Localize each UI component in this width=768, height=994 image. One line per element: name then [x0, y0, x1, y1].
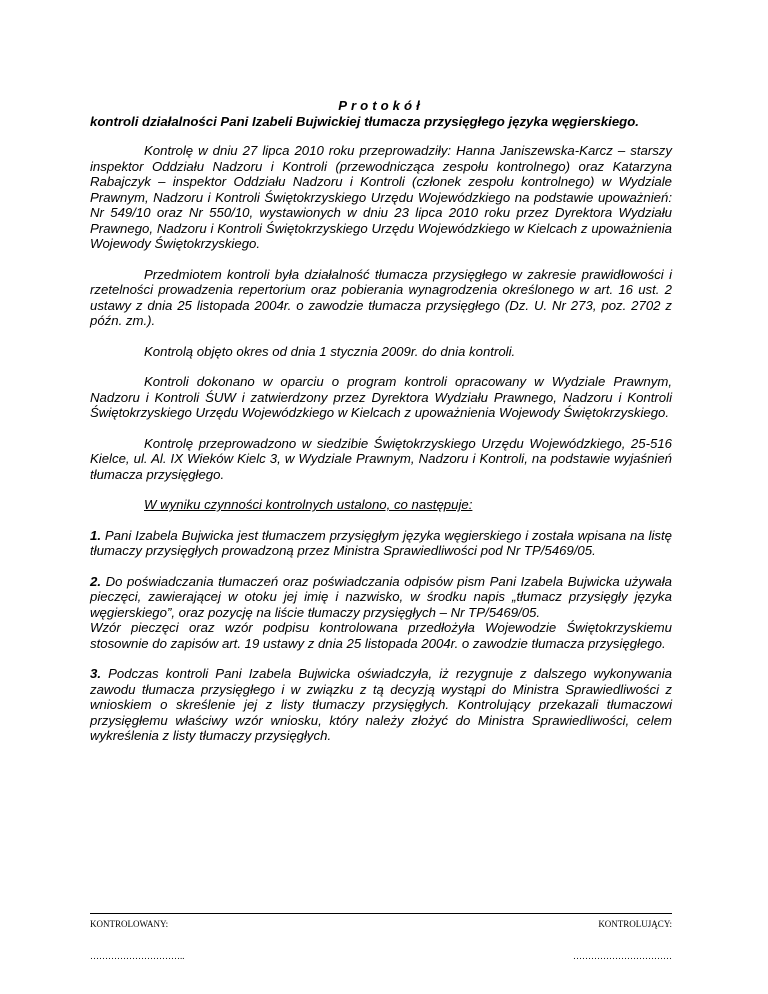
document-title: Protokół — [338, 98, 424, 113]
signature-labels — [90, 919, 672, 929]
paragraph-location: Kontrolę przeprowadzono w siedzibie Świętokrzyskiego Urzędu Wojewódzkiego, 25-516 Kielce, ul. Al. IX Wieków Kielc 3, w Wydziale Prawnym, Nadzoru i Kontroli, na podstawie wyjaśnień tłumacza przysięgłego. — [90, 435, 672, 482]
finding-1 — [90, 528, 672, 559]
finding-text: Do poświadczania tłumaczeń oraz poświadczania odpisów pism Pani Izabela Bujwicka używała pieczęci, zawierającej w otoku jej imię i nazwisko, w środku napis „tłumacz przysięgły języka węgierskiego”, oraz pozycję na liście tłumaczy przysięgłych – Nr TP/5469/05. — [90, 573, 673, 620]
finding-text: Pani Izabela Bujwicka jest tłumaczem przysięgłym języka węgierskiego i została wpisana na listę tłumaczy przysięgłych prowadzoną przez Ministra Sprawiedliwości pod Nr TP/5469/05. — [90, 527, 672, 558]
paragraph-subject: Przedmiotem kontroli była działalność tłumacza przysięgłego w zakresie prawidłowości i rzetelności prowadzenia repertorium oraz pobierania wynagrodzenia określonego w art. 16 ust. 2 ustawy z dnia 25 listopada 2004r. o zawodzie tłumacza przysięgłego (Dz. U. Nr 273, poz. 2702 z późn. zm.). — [90, 266, 672, 328]
signature-lines — [90, 951, 672, 961]
finding-text: Podczas kontroli Pani Izabela Bujwicka oświadczyła, iż rezygnuje z dalszego wykonywania zawodu tłumacza przysięgłego i w związku z tą decyzją wystąpi do Ministra Sprawiedliwości z wnioskiem o skreślenie jej z listy tłumaczy przysięgłych. Kontrolujący przekazali tłumaczowi przysięgłemu właściwy wzór wniosku, który należy złożyć do Ministra Sprawiedliwości, celem wykreślenia z listy tłumaczy przysięgłych. — [90, 666, 672, 743]
paragraph-period: Kontrolą objęto okres od dnia 1 stycznia 2009r. do dnia kontroli. — [144, 343, 516, 359]
document-subtitle: kontroli działalności Pani Izabeli Bujwickiej tłumacza przysięgłego języka węgierskiego. — [90, 113, 639, 129]
finding-number: 1. — [90, 527, 101, 543]
finding-2 — [90, 574, 672, 652]
document-body — [90, 98, 672, 759]
findings-heading — [90, 497, 672, 513]
controller-label: KONTROLUJĄCY: — [598, 919, 672, 929]
controlled-signature-line: ………………………….. — [90, 951, 185, 961]
paragraph-control-team: Kontrolę w dniu 27 lipca 2010 roku przeprowadziły: Hanna Janiszewska-Karcz – starszy inspektor Oddziału Nadzoru i Kontroli (przewodnicząca zespołu kontrolnego) oraz Katarzyna Rabajczyk – inspektor Oddziału Nadzoru i Kontroli (członek zespołu kontrolnego) w Wydziale Prawnym, Nadzoru i Kontroli Świętokrzyskiego Urzędu Wojewódzkiego na podstawie upoważnień: Nr 549/10 oraz Nr 550/10, wystawionych w dniu 23 lipca 2010 roku przez Dyrektora Wydziału Prawnego, Nadzoru i Kontroli Świętokrzyskiego Urzędu Wojewódzkiego w Kielcach z upoważnienia Wojewody Świętokrzyskiego. — [90, 143, 672, 251]
controller-signature-line: …………………………… — [573, 951, 672, 961]
finding-extra-text: Wzór pieczęci oraz wzór podpisu kontrolowana przedłożyła Wojewodzie Świętokrzyskiemu stosownie do zapisów art. 19 ustawy z dnia 25 listopada 2004r. o zawodzie tłumacza przysięgłego. — [90, 620, 672, 651]
finding-number: 2. — [90, 573, 101, 589]
paragraph-program: Kontroli dokonano w oparciu o program kontroli opracowany w Wydziale Prawnym, Nadzoru i Kontroli ŚUW i zatwierdzony przez Dyrektora Wydziału Prawnego, Nadzoru i Kontroli Świętokrzyskiego Urzędu Wojewódzkiego w Kielcach z upoważnienia Wojewody Świętokrzyskiego. — [90, 374, 672, 420]
signature-footer — [90, 913, 672, 961]
finding-number: 3. — [90, 666, 101, 681]
controlled-label: KONTROLOWANY: — [90, 919, 169, 929]
findings-heading-text: W wyniku czynności kontrolnych ustalono, co następuje: — [144, 497, 473, 512]
finding-3 — [90, 666, 672, 744]
